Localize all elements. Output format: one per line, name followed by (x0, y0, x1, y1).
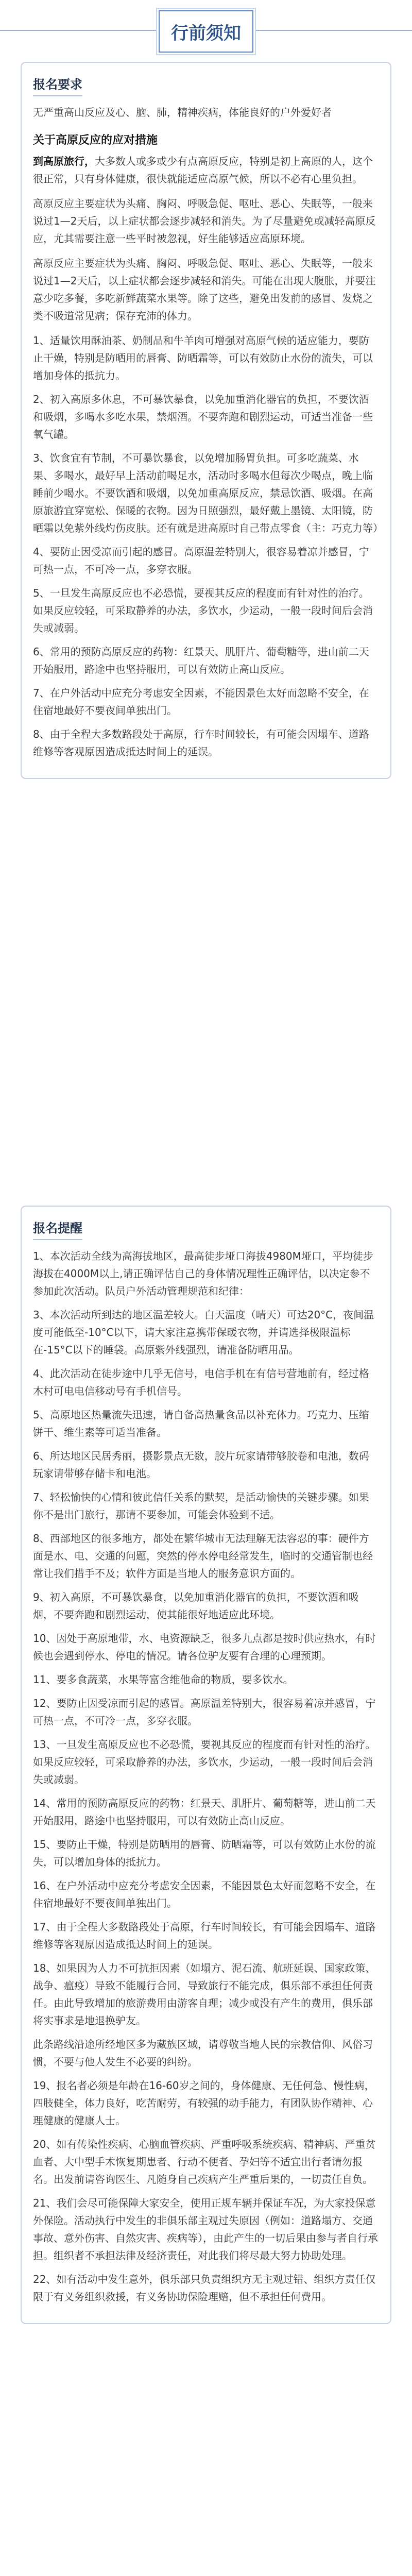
list-item: 7、在户外活动中应充分考虑安全因素，不能因景色太好而忽略不安全，在住宿地最好不要夜间单独出门。 (33, 687, 369, 717)
paragraph (33, 152, 379, 188)
list-item: 6、常用的预防高原反应的药物：红景天、肌肝片、葡萄糖等，进山前二天开始服用，路途中也坚持服用，可以有效防止高山反应。 (33, 646, 369, 675)
intro-text: 无严重高山反应及心、脑、肺，精神疾病，体能良好的户外爱好者 (33, 106, 332, 118)
list-item: 4、要防止因受凉而引起的感冒。高原温差特别大，很容易着凉并感冒，宁可热一点，不可冷一点，多穿衣服。 (33, 546, 369, 575)
list-item: 13、一旦发生高原反应也不必恐慌，要视其反应的程度而有针对性的治疗。如果反应较轻，可采取静养的办法，多饮水，少运动，一般一段时间后会消失或减弱。 (33, 1738, 376, 1786)
tips-list (33, 332, 383, 760)
list-item: 3、本次活动所到达的地区温差较大。白天温度（晴天）可达20°C，夜间温度可能低至-10°C以下，请大家注意携带保暖衣物，并请选择极限温标在-15°C以下的睡袋。高原紫外线强烈，请准备防晒用品。 (33, 1309, 374, 1356)
paragraph-lead: 到高原旅行， (33, 155, 95, 167)
paragraph-text: 大多数人或多或少有点高原反应，特别是初上高原的人，这个很正常，只有身体健康，很快就能适应高原气候，所以不必有心里负担。 (33, 155, 373, 185)
list-item: 8、由于全程大多数路段处于高原，行车时间较长，有可能会因塌车、道路维修等客观原因造成抵达时间上的延误。 (33, 728, 369, 758)
list-item: 20、如有传染性疾病、心脑血管疾病、严重呼吸系统疾病、精神病、严重贫血者、大中型手术恢复期患者、行动不便者、孕妇等不适宜出行者请勿报名。出发前请咨询医生、凡随身自己疾病产生严重后果的，一切责任自负。 (33, 2138, 376, 2185)
list-item: 3、饮食宜有节制，不可暴饮暴食，以免增加肠胃负担。可多吃蔬菜、水果、多喝水，最好早上活动前喝足水，活动时多喝水但每次少喝点，晚上临睡前少喝水。不要饮酒和吸烟，以免加重高原反应，禁忌饮酒、吸烟。在高原旅游宜穿宽松、保暖的衣物。因为日照强烈，最好戴上墨镜、太阳镜，防晒霜以免紫外线灼伤皮肤。还有就是进高原时自己带点零食（主：巧克力等） (33, 452, 383, 534)
subsection-title: 关于高原反应的应对措施 (33, 134, 158, 147)
list-item: 15、要防止干燥，特别是防晒用的唇膏、防晒霜等，可以有效防止水份的流失，可以增加身体的抵抗力。 (33, 1838, 376, 1868)
list-item: 4、此次活动在徒步途中几乎无信号，电信手机在有信号营地前有，经过格木村可电电信移动号有手机信号。 (33, 1367, 369, 1397)
list-item: 5、一旦发生高原反应也不必恐慌，要视其反应的程度而有针对性的治疗。如果反应较轻，可采取静养的办法，多饮水，少运动，一般一段时间后会消失或减弱。 (33, 587, 373, 634)
list-item: 19、报名者必须是年龄在16-60岁之间的，身体健康、无任何急、慢性病，四肢健全，体力良好，吃苦耐劳，有较强的动手能力，有团队协作精神、心理健康的健康人士。 (33, 2079, 375, 2127)
list-item: 16、在户外活动中应充分考虑安全因素，不能因景色太好而忽略不安全，在住宿地最好不要夜间单独出门。 (33, 1879, 376, 1909)
section-requirements (21, 62, 391, 779)
list-item: 此条路线沿途所经地区多为藏族区域，请尊敬当地人民的宗教信仰、风俗习惯，不要与他人发生不必要的纠纷。 (33, 2038, 373, 2068)
list-item: 12、要防止因受凉而引起的感冒。高原温差特别大，很容易着凉并感冒，宁可热一点，不可冷一点，多穿衣服。 (33, 1697, 376, 1727)
page-title: 行前须知 (159, 10, 253, 53)
reminders-list (33, 1247, 379, 2306)
list-item: 18、如果因为人力不可抗拒因素（如塌方、泥石流、航班延误、国家政策、战争、瘟疫）导致不能履行合同，导致旅行不能完成，俱乐部不承担任何责任。由此导致增加的旅游费用由游客自理；减少或没有产生的费用，俱乐部将实事求是地退换驴友。 (33, 1962, 376, 2027)
list-item: 2、初入高原多休息，不可暴饮暴食，以免加重消化器官的负担，不要饮酒和吸烟，多喝水多吃水果，禁烟酒。不要奔跑和剧烈运动，可适当准备一些氧气罐。 (33, 393, 373, 440)
list-item: 17、由于全程大多数路段处于高原，行车时间较长，有可能会因塌车、道路维修等客观原因造成抵达时间上的延误。 (33, 1921, 376, 1951)
list-item: 22、如有活动中发生意外，俱乐部只负责组织方无主观过错、组织方责任仅限于有义务组织救援，有义务协助保险理赔，但不承担任何费用。 (33, 2273, 376, 2303)
header (0, 0, 412, 62)
paragraph: 高原反应主要症状为头痛、胸闷、呼吸急促、呕吐、恶心、失眠等，一般来说过1—2天后，以上症状都会逐步减轻和消失。为了尽量避免或减轻高原反应，尤其需要注意一些平时被忽视，好生能够适应高原环境。 (33, 197, 376, 245)
section-title: 报名提醒 (33, 1218, 82, 1240)
list-item: 5、高原地区热量流失迅速，请自备高热量食品以补充体力。巧克力、压缩饼干、维生素等可适当准备。 (33, 1409, 369, 1438)
list-item: 11、要多食蔬菜，水果等富含维他命的物质，要多饮水。 (33, 1673, 294, 1686)
section-title: 报名要求 (33, 74, 82, 96)
list-item: 10、因处于高原地带，水、电资源缺乏，很多九点都是按时供应热水，有时候也会遇到停水、停电的情况。请各位驴友要有合理的心理预期。 (33, 1632, 376, 1662)
list-item: 14、常用的预防高原反应的药物：红景天、肌肝片、葡萄糖等，进山前二天开始服用，路途中也坚持服用，可以有效防止高山反应。 (33, 1797, 376, 1827)
section-reminders (21, 1206, 391, 2324)
list-item: 8、西部地区的很多地方，都处在繁华城市无法理解无法容忍的事：硬件方面是水、电、交通的问题，突然的停水停电经常发生，临时的交通管制也经常让我们措手不及；软件方面是当地人的服务意识方面的。 (33, 1532, 373, 1580)
list-item: 9、初入高原，不可暴饮暴食，以免加重消化器官的负担，不要饮酒和吸烟，不要奔跑和剧烈运动，使其能很好地适应此环境。 (33, 1591, 359, 1621)
list-item: 21、我们会尽可能保障大家安全，使用正规车辆并保证车况，为大家投保意外保险。活动执行中发生的非俱乐部主观过失原因（例如：道路塌方、交通事故、意外伤害、自然灾害、疾病等），由此产生的一切后果由参与者自行承担。组织者不承担法律及经济责任，对此我们将尽最大努力协助处理。 (33, 2197, 378, 2262)
list-item: 1、本次活动全线为高海拔地区，最高徒步垭口海拔4980M垭口，平均徒步海拔在4000M以上,请正确评估自己的身体情况理性正确评估，以决定参不参加此次活动。队员户外活动管理规范和纪律： (33, 1250, 373, 1297)
paragraph: 高原反应主要症状为头痛、胸闷、呼吸急促、呕吐、恶心、失眠等，一般来说过1—2天后，以上症状都会逐步减轻和消失。可能在出现大腹胀，并要注意少吃多餐，多吃新鲜蔬菜水果等。除了这些，避免出发前的感冒、发烧之类不吸道常见病；保存充沛的体力。 (33, 257, 376, 322)
list-item: 6、所达地区民居秀丽，摄影景点无数，胶片玩家请带够胶卷和电池，数码玩家请带够存储卡和电池。 (33, 1450, 369, 1480)
list-item: 7、轻松愉快的心情和彼此信任关系的默契，是活动愉快的关键步骤。如果你不是出门旅行，那请不要参加，可能会体验到不适。 (33, 1491, 369, 1521)
list-item: 1、适量饮用酥油茶、奶制品和牛羊肉可增强对高原气候的适应能力，要防止干燥，特别是防晒用的唇膏、防晒霜等，可以有效防止水份的流失，可以增加身体的抵抗力。 (33, 334, 373, 382)
